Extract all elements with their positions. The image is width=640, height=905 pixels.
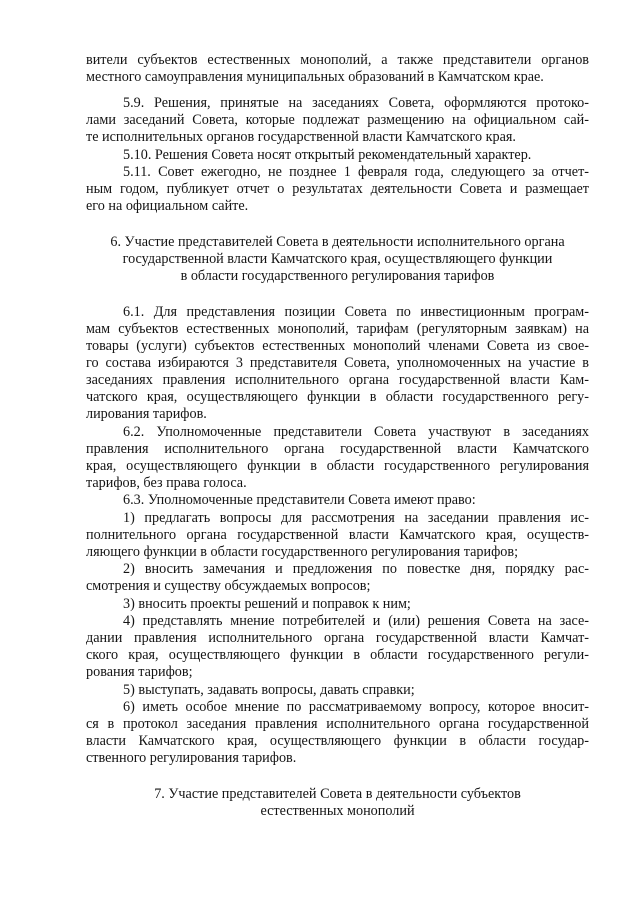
text-line: власти Камчатского края, осуществляющего функции в области государ- — [86, 733, 589, 749]
text-line: правления исполнительного органа государственной власти Камчатского — [86, 441, 589, 457]
text-line: его на официальном сайте. — [86, 198, 249, 214]
text-line: 6.1. Для представления позиции Совета по инвестиционным програм- — [123, 304, 589, 320]
text-line: местного самоуправления муниципальных образований в Камчатском крае. — [86, 69, 544, 85]
section-heading: в области государственного регулирования тарифов — [180, 268, 495, 284]
text-line: рования тарифов; — [86, 664, 193, 680]
text-line: 5.11. Совет ежегодно, не позднее 1 февраля года, следующего за отчет- — [123, 164, 589, 180]
text-line: 2) вносить замечания и предложения по повестке дня, порядку рас- — [123, 561, 589, 577]
text-line: лирования тарифов. — [86, 406, 207, 422]
text-line: ственного регулирования тарифов. — [86, 750, 297, 766]
text-line: смотрения и существу обсуждаемых вопросов; — [86, 578, 371, 594]
text-line: 6) иметь особое мнение по рассматриваемому вопросу, которое вносит- — [123, 699, 589, 715]
text-line: ляющего функции в области государственного регулирования тарифов; — [86, 544, 519, 560]
text-line: 5.10. Решения Совета носят открытый рекомендательный характер. — [123, 147, 532, 163]
text-line: чатского края, осуществляющего функции в области государственного регу- — [86, 389, 589, 405]
text-line: ского края, осуществляющего функции в области государственного регули- — [86, 647, 589, 663]
text-line: мам субъектов естественных монополий, тарифам (регуляторным заявкам) на — [86, 321, 589, 337]
text-line: заседаниях правления исполнительного органа государственной власти Кам- — [86, 372, 589, 388]
text-line: 6.3. Уполномоченные представители Совета имеют право: — [123, 492, 476, 508]
text-line: ся в протокол заседания правления исполнительного органа государственной — [86, 716, 589, 732]
text-line: полнительного органа государственной власти Камчатского края, осуществ- — [86, 527, 589, 543]
text-line: лами заседаний Совета, которые подлежат размещению на официальном сай- — [86, 112, 589, 128]
section-heading: государственной власти Камчатского края, осуществляющего функции — [122, 251, 553, 267]
text-line: 4) представлять мнение потребителей и (или) решения Совета на засе- — [123, 613, 589, 629]
text-line: 6.2. Уполномоченные представители Совета участвуют в заседаниях — [123, 424, 589, 440]
text-line: ным годом, публикует отчет о результатах деятельности Совета и размещает — [86, 181, 589, 197]
section-heading: естественных монополий — [260, 803, 415, 819]
text-line: 5.9. Решения, принятые на заседаниях Совета, оформляются протоко- — [123, 95, 589, 111]
text-line: 1) предлагать вопросы для рассмотрения на заседании правления ис- — [123, 510, 589, 526]
text-line: те исполнительных органов государственной власти Камчатского края. — [86, 129, 516, 145]
text-line: края, осуществляющего функции в области государственного регулирования — [86, 458, 589, 474]
text-line: вители субъектов естественных монополий, а также представители органов — [86, 52, 589, 68]
text-line: дании правления исполнительного органа государственной власти Камчат- — [86, 630, 589, 646]
text-line: 5) выступать, задавать вопросы, давать справки; — [123, 682, 415, 698]
section-heading: 6. Участие представителей Совета в деятельности исполнительного органа — [110, 234, 565, 250]
section-heading: 7. Участие представителей Совета в деятельности субъектов — [154, 786, 521, 802]
text-line: тарифов, без права голоса. — [86, 475, 247, 491]
text-line: го состава избираются 3 представителя Совета, уполномоченных на участие в — [86, 355, 589, 371]
text-line: товары (услуги) субъектов естественных монополий членами Совета из свое- — [86, 338, 589, 354]
text-line: 3) вносить проекты решений и поправок к ним; — [123, 596, 411, 612]
